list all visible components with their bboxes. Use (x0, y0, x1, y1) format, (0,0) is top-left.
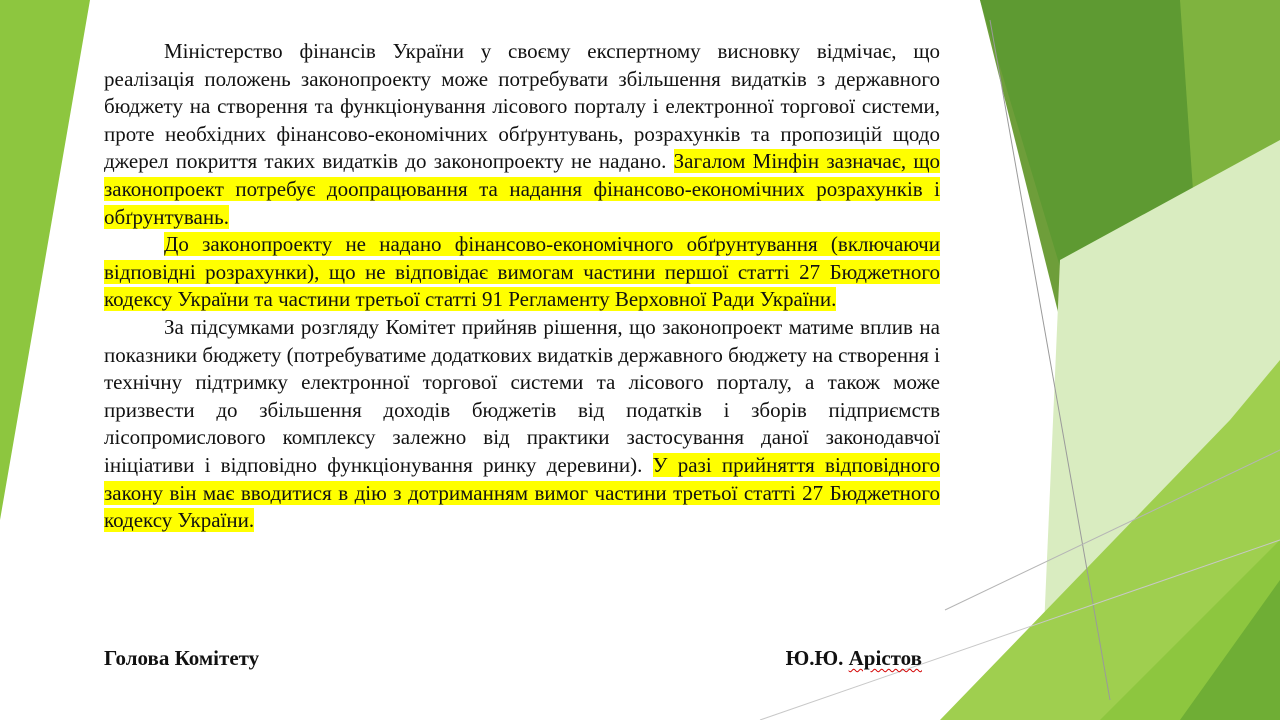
highlighted-text: У разі прийняття відповідного закону він має вводитися в дію з дотриманням вимог частини третьої статті 27 Бюджетного кодексу України. (104, 452, 940, 533)
left-green-wedge (0, 0, 90, 520)
paragraph-committee-decision (104, 314, 940, 535)
paragraph-budget-code-requirement (104, 231, 940, 314)
signatory-title: Голова Комітету (104, 646, 260, 670)
body-text (104, 38, 940, 535)
paragraph-plain-text: Міністерство фінансів України у своєму експертному висновку відмічає, що реалізація положень законопроекту може потребувати збільшення видатків з державного бюджету на створення та функціонування лісового порталу і електронної торгової системи, проте необхідних фінансово-економічних обґрунтувань, розрахунків та пропозицій щодо джерел покриття таких видатків до законопроекту не надано. (104, 39, 940, 174)
signatory-initials: Ю.Ю. (785, 646, 849, 670)
signatory-name (786, 646, 922, 671)
highlighted-text: Загалом Мінфін зазначає, що законопроект потребує доопрацювання та надання фінансово-економічних розрахунків і обґрунтувань. (104, 149, 940, 229)
highlighted-text: До законопроекту не надано фінансово-економічного обґрунтування (включаючи відповідні розрахунки), що не відповідає вимогам частини першої статті 27 Бюджетного кодексу України та частини третьої статті 91 Регламенту Верховної Ради України. (104, 232, 940, 312)
paragraph-minfin-opinion (104, 38, 940, 231)
paragraph-plain-text: За підсумками розгляду Комітет прийняв рішення, що законопроект матиме вплив на показники бюджету (потребуватиме додаткових видатків державного бюджету на створення і технічну підтримку електронної торгової системи та лісового порталу, а також може призвести до збільшення доходів бюджетів від податків і зборів підприємств лісопромислового комплексу залежно від практики застосування даної законодавчої ініціативи і відповідно функціонування ринку деревини). (104, 314, 940, 477)
signatory-surname: Арістов (848, 646, 922, 670)
